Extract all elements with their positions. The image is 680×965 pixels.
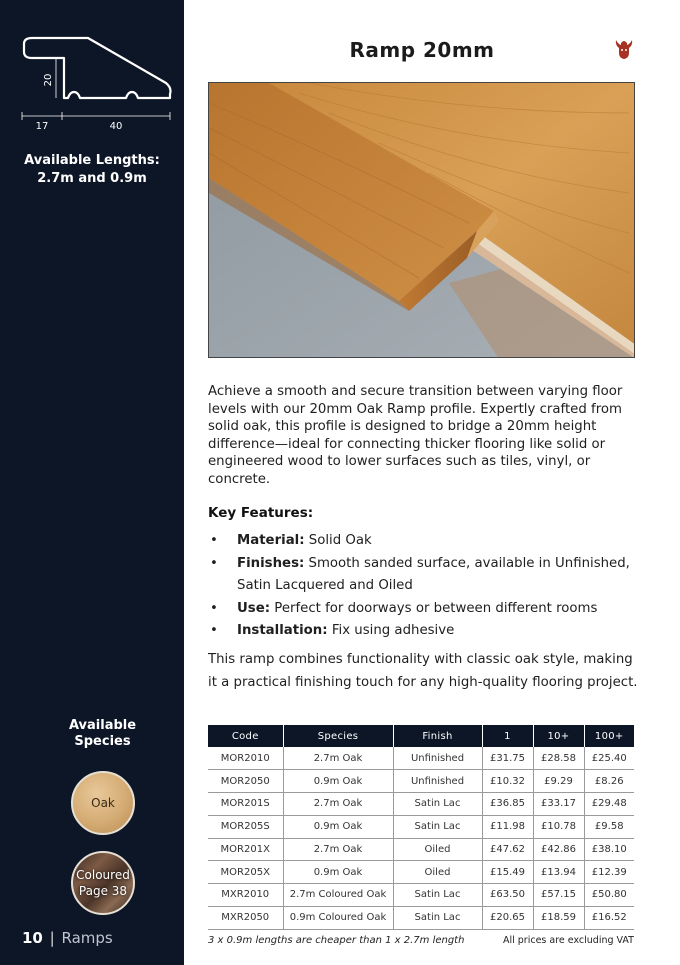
ramp-photo-illustration — [209, 83, 635, 358]
key-features-list — [208, 530, 638, 643]
page-separator: | — [49, 929, 55, 947]
table-cell: Oiled — [393, 861, 482, 884]
ramp-profile-outline — [24, 38, 171, 98]
column-header: Finish — [393, 725, 482, 747]
table-header-row — [208, 725, 634, 747]
table-cell: £63.50 — [482, 884, 533, 907]
table-cell: MOR205S — [208, 815, 283, 838]
available-lengths — [0, 152, 184, 188]
table-cell: £47.62 — [482, 838, 533, 861]
available-species-line1: Available — [68, 718, 137, 733]
table-cell: 0.9m Oak — [283, 770, 393, 793]
table-cell: £38.10 — [584, 838, 634, 861]
table-cell: £16.52 — [584, 906, 634, 929]
column-header: Code — [208, 725, 283, 747]
key-features-heading: Key Features: — [208, 505, 314, 521]
table-cell: £31.75 — [482, 747, 533, 770]
table-row — [208, 747, 634, 770]
profile-diagram — [18, 28, 178, 138]
feature-text: Perfect for doorways or between different rooms — [270, 600, 598, 616]
table-cell: Satin Lac — [393, 793, 482, 816]
available-lengths-title: Available Lengths: — [24, 153, 160, 168]
section-name: Ramps — [61, 929, 113, 947]
table-cell: Oiled — [393, 838, 482, 861]
table-row — [208, 861, 634, 884]
table-cell: 2.7m Oak — [283, 747, 393, 770]
table-cell: £33.17 — [533, 793, 584, 816]
column-header: 100+ — [584, 725, 634, 747]
pricing-tip: 3 x 0.9m lengths are cheaper than 1 x 2.7m length — [208, 935, 465, 946]
page-number: 10 — [22, 929, 43, 947]
table-cell: £18.59 — [533, 906, 584, 929]
table-cell: £25.40 — [584, 747, 634, 770]
width-left-label: 17 — [35, 121, 49, 132]
column-header: Species — [283, 725, 393, 747]
available-lengths-value: 2.7m and 0.9m — [37, 171, 147, 186]
table-cell: £50.80 — [584, 884, 634, 907]
page-title: Ramp 20mm — [349, 38, 495, 62]
table-cell: MOR201X — [208, 838, 283, 861]
table-cell: £13.94 — [533, 861, 584, 884]
table-cell: Satin Lac — [393, 884, 482, 907]
feature-label: Installation: — [237, 623, 328, 638]
table-cell: Unfinished — [393, 770, 482, 793]
bull-logo-icon — [612, 37, 636, 61]
height-dimension-label: 20 — [43, 73, 54, 87]
table-row — [208, 884, 634, 907]
table-cell: MOR2010 — [208, 747, 283, 770]
feature-label: Finishes: — [237, 555, 305, 571]
oak-swatch — [71, 771, 135, 835]
available-species-line2: Species — [74, 734, 131, 749]
available-species-title — [0, 718, 205, 750]
table-cell: 0.9m Coloured Oak — [283, 906, 393, 929]
table-cell: £9.29 — [533, 770, 584, 793]
table-cell: 0.9m Oak — [283, 815, 393, 838]
table-cell: £10.32 — [482, 770, 533, 793]
coloured-swatch-page: Page 38 — [78, 884, 128, 898]
closing-paragraph: This ramp combines functionality with classic oak style, making it a practical finishing touch for any high-quality flooring project. — [208, 652, 638, 690]
table-cell: £9.58 — [584, 815, 634, 838]
table-cell: 2.7m Coloured Oak — [283, 884, 393, 907]
column-header: 1 — [482, 725, 533, 747]
table-cell: £57.15 — [533, 884, 584, 907]
intro-paragraph: Achieve a smooth and secure transition between varying floor levels with our 20mm Oak Ramp profile. Expertly crafted from solid oak, this profile is designed to bridge a 20mm height difference—ideal for connecting thicker flooring like solid or engineered wood to lower surfaces such as tiles, vinyl, or concrete. — [208, 384, 623, 487]
feature-material — [208, 530, 638, 553]
table-cell: MOR205X — [208, 861, 283, 884]
table-cell: £8.26 — [584, 770, 634, 793]
feature-text: Solid Oak — [304, 533, 372, 548]
table-cell: £20.65 — [482, 906, 533, 929]
sidebar — [0, 0, 184, 965]
table-cell: Satin Lac — [393, 815, 482, 838]
table-row — [208, 906, 634, 929]
table-cell: Satin Lac — [393, 906, 482, 929]
feature-finishes — [208, 553, 638, 598]
feature-text: Smooth sanded surface, available in Unfinished, Satin Lacquered and Oiled — [237, 555, 630, 593]
feature-label: Material: — [237, 533, 305, 548]
table-cell: MXR2050 — [208, 906, 283, 929]
feature-installation — [208, 620, 638, 643]
feature-text: Fix using adhesive — [327, 623, 455, 638]
table-cell: £42.86 — [533, 838, 584, 861]
table-row — [208, 770, 634, 793]
table-cell: £29.48 — [584, 793, 634, 816]
table-cell: MXR2010 — [208, 884, 283, 907]
table-cell: £28.58 — [533, 747, 584, 770]
vat-note: All prices are excluding VAT — [502, 935, 634, 946]
table-cell: £10.78 — [533, 815, 584, 838]
table-cell: 2.7m Oak — [283, 838, 393, 861]
price-table — [208, 725, 634, 930]
table-cell: £36.85 — [482, 793, 533, 816]
table-cell: £15.49 — [482, 861, 533, 884]
feature-use — [208, 598, 638, 621]
coloured-swatch — [71, 851, 135, 915]
coloured-swatch-label: Coloured — [76, 868, 130, 882]
product-photo — [208, 82, 635, 358]
table-body — [208, 747, 634, 929]
feature-label: Use: — [237, 600, 271, 616]
table-row — [208, 793, 634, 816]
table-cell: MOR2050 — [208, 770, 283, 793]
table-cell: Unfinished — [393, 747, 482, 770]
page-footer — [22, 928, 113, 948]
oak-swatch-label: Oak — [91, 796, 115, 810]
table-cell: 2.7m Oak — [283, 793, 393, 816]
width-right-label: 40 — [109, 121, 123, 132]
table-row — [208, 815, 634, 838]
table-cell: MOR201S — [208, 793, 283, 816]
table-row — [208, 838, 634, 861]
table-cell: 0.9m Oak — [283, 861, 393, 884]
table-cell: £11.98 — [482, 815, 533, 838]
column-header: 10+ — [533, 725, 584, 747]
table-cell: £12.39 — [584, 861, 634, 884]
